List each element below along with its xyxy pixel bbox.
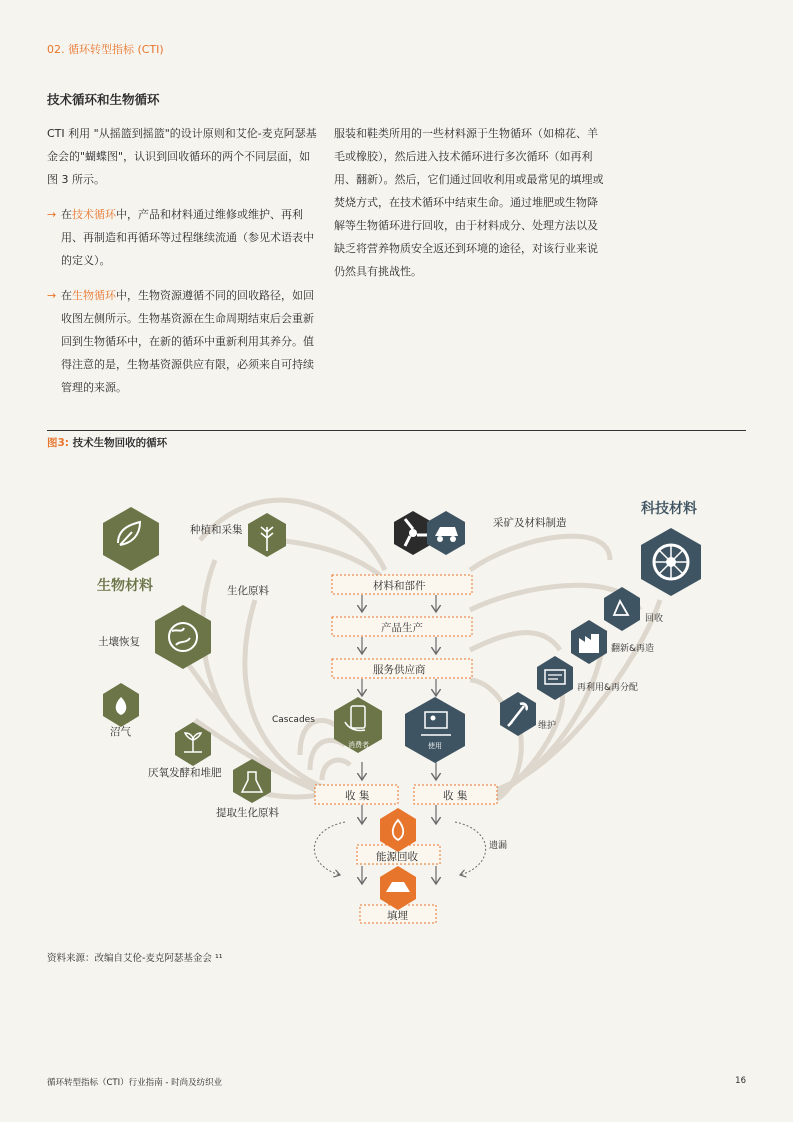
maintain-label: 维护 xyxy=(538,721,557,731)
biogas-label: 沼气 xyxy=(110,726,131,738)
figure-title: 技术生物回收的循环 xyxy=(72,437,168,449)
maintain-hex xyxy=(500,692,536,736)
tech-materials-label: 科技材料 xyxy=(641,501,697,517)
soil-label: 土壤恢复 xyxy=(98,636,140,648)
biochem-label: 生化原料 xyxy=(227,585,269,597)
highlight-technical: 技术循环 xyxy=(72,208,116,221)
figure-caption xyxy=(47,435,167,450)
bio-materials-label: 生物材料 xyxy=(97,578,153,594)
service-label: 服务供应商 xyxy=(373,664,426,676)
left-column xyxy=(47,122,319,399)
section-heading: 技术循环和生物循环 xyxy=(47,92,160,107)
reuse-hex xyxy=(537,656,573,700)
collect-left-label: 收 集 xyxy=(345,790,370,802)
bio-materials-hex xyxy=(103,507,159,571)
energy-label: 能源回收 xyxy=(376,851,418,863)
bullet-technical: → 在技术循环中，产品和材料通过维修或维护、再利用、再制造和再循环等过程继续流通（参见术语表中的定义）。 xyxy=(47,203,319,272)
bullet-biological: → 在生物循环中，生物资源遵循不同的回收路径，如回收图左侧所示。生物基资源在生命周期结束后会重新回到生物循环中，在新的循环中重新利用其养分。值得注意的是，生物基资源供应有限，必须来自可持续管理的来源。 xyxy=(47,284,319,399)
extract-label: 提取生化原料 xyxy=(216,807,279,819)
figure-rule xyxy=(47,430,746,431)
arrow-right-icon: → xyxy=(47,208,57,221)
page-number: 16 xyxy=(735,1076,746,1086)
recycle-hex xyxy=(604,587,640,631)
farming-hex xyxy=(248,513,286,557)
mining-hex-1 xyxy=(394,511,432,555)
landfill-hex xyxy=(380,866,416,910)
user-hex xyxy=(405,697,465,763)
production-label: 产品生产 xyxy=(381,622,423,634)
anaerobic-label: 厌氧发酵和堆肥 xyxy=(148,767,222,779)
tech-materials-hex xyxy=(641,528,701,596)
intro-paragraph: CTI 利用 "从摇篮到摇篮"的设计原则和艾伦-麦克阿瑟基金会的"蝴蝶图"，认识到回收循环的两个不同层面，如图 3 所示。 xyxy=(47,127,317,186)
highlight-biological: 生物循环 xyxy=(72,289,116,302)
figure-number: 图3: xyxy=(47,437,70,449)
mining-label: 采矿及材料制造 xyxy=(493,517,567,529)
recycle-label: 回收 xyxy=(645,614,664,624)
user-label: 使用 xyxy=(428,742,442,750)
reuse-label: 再利用&再分配 xyxy=(577,683,639,693)
collect-right-label: 收 集 xyxy=(443,790,468,802)
arrow-right-icon: → xyxy=(47,289,57,302)
consumer-label: 消费者 xyxy=(348,741,369,749)
biogas-hex xyxy=(103,683,139,727)
materials-parts-label: 材料和部件 xyxy=(373,580,426,592)
cascades-label: Cascades xyxy=(272,715,315,725)
footer-title: 循环转型指标（CTI）行业指南 - 时尚及纺织业 xyxy=(47,1078,223,1088)
section-label: 02. 循环转型指标 (CTI) xyxy=(47,43,164,56)
source-note: 资料来源：改编自艾伦-麦克阿瑟基金会 ¹¹ xyxy=(47,953,223,964)
mining-hex-2 xyxy=(427,511,465,555)
landfill-label: 填埋 xyxy=(387,910,408,922)
farming-label: 种植和采集 xyxy=(190,524,243,536)
butterfly-diagram xyxy=(0,450,793,940)
right-paragraph: 服装和鞋类所用的一些材料源于生物循环（如棉花、羊毛或橡胶），然后进入技术循环进行多次循环（如再利用、翻新）。然后，它们通过回收利用或最常见的填埋或焚烧方式，在技术循环中结束生命。通过堆肥或生物降解等生物循环进行回收，由于材料成分、处理方法以及缺乏将营养物质安全返还到环境的途径，对该行业来说仍然具有挑战性。 xyxy=(334,127,604,278)
right-column xyxy=(334,122,604,283)
refurbish-label: 翻新&再造 xyxy=(611,644,655,654)
leak-label: 遗漏 xyxy=(489,841,508,851)
